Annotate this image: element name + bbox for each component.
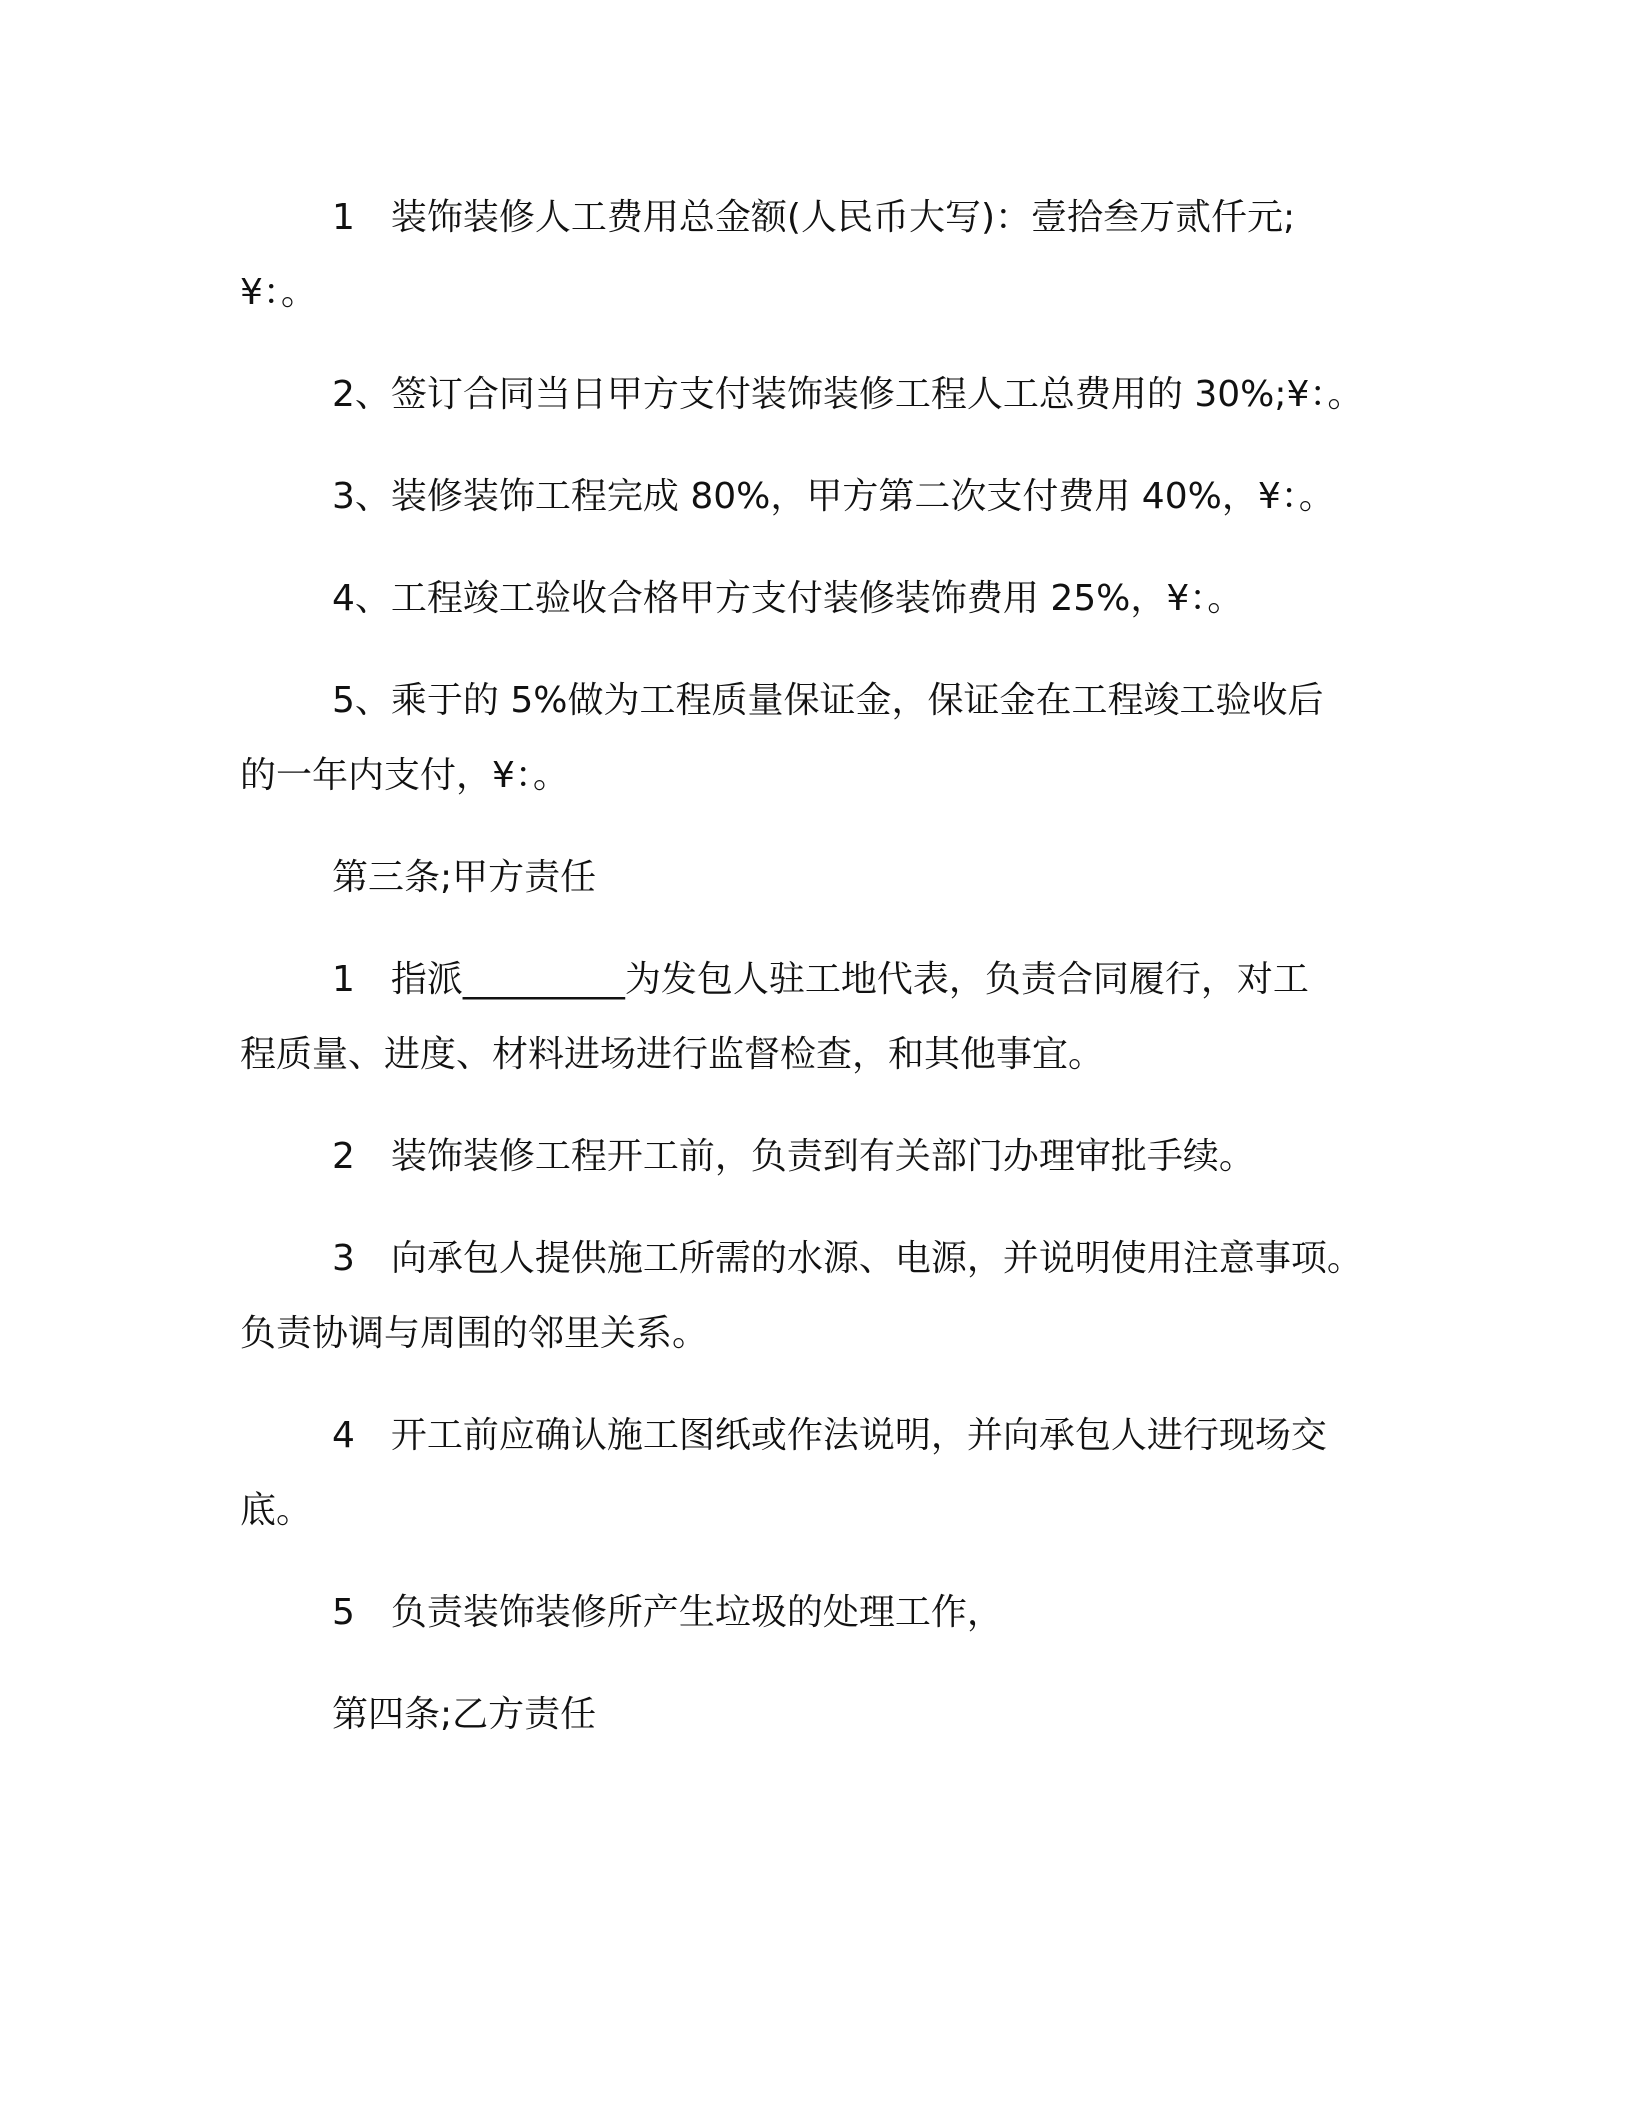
party-a-duty-3-continued: 负责协调与周围的邻里关系。 [240, 1313, 709, 1354]
section-heading-article-4: 第四条;乙方责任 [332, 1694, 597, 1735]
payment-item-5-continued: 的一年内支付，¥：。 [240, 755, 569, 796]
party-a-duty-2: 2 装饰装修工程开工前，负责到有关部门办理审批手续。 [332, 1136, 1255, 1177]
payment-item-2: 2、签订合同当日甲方支付装饰装修工程人工总费用的 30%;¥：。 [332, 374, 1364, 415]
payment-item-4: 4、工程竣工验收合格甲方支付装修装饰费用 25%，¥：。 [332, 578, 1244, 619]
party-a-duty-5: 5 负责装饰装修所产生垃圾的处理工作， [332, 1592, 1003, 1633]
party-a-duty-4-continued: 底。 [240, 1490, 313, 1531]
payment-item-3: 3、装修装饰工程完成 80%，甲方第二次支付费用 40%，¥：。 [332, 476, 1335, 517]
party-a-duty-3: 3 向承包人提供施工所需的水源、电源，并说明使用注意事项。 [332, 1238, 1363, 1279]
payment-item-5: 5、乘于的 5%做为工程质量保证金，保证金在工程竣工验收后 [332, 680, 1324, 721]
party-a-duty-1-continued: 程质量、进度、材料进场进行监督检查，和其他事宜。 [240, 1034, 1105, 1075]
section-heading-article-3: 第三条;甲方责任 [332, 857, 597, 898]
party-a-duty-4: 4 开工前应确认施工图纸或作法说明，并向承包人进行现场交 [332, 1415, 1327, 1456]
payment-item-1-continued: ¥：。 [240, 272, 317, 313]
party-a-duty-1: 1 指派_________为发包人驻工地代表，负责合同履行，对工 [332, 959, 1309, 1000]
payment-item-1: 1 装饰装修人工费用总金额(人民币大写)：壹拾叁万贰仟元; [332, 197, 1296, 238]
